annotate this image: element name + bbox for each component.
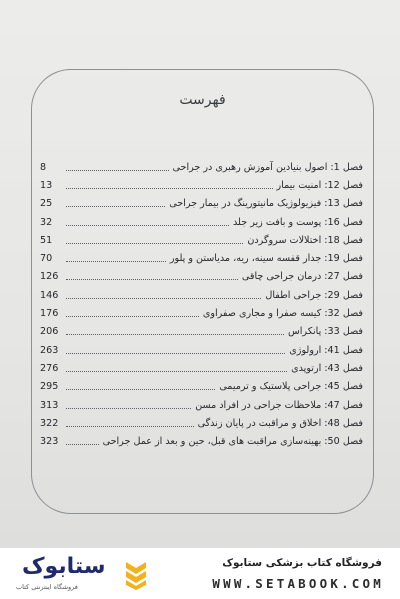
dotted-leader [66,444,99,445]
toc-entry-title: فصل 1: اصول بنیادین آموزش رهبری در جراحی [172,161,363,173]
toc-entry [40,414,365,432]
toc-entry-page: 51 [40,234,53,246]
toc-entry-page: 176 [40,308,59,320]
toc-entry [40,249,365,267]
shop-url-link[interactable]: WWW.SETABOOK.COM [212,576,384,591]
toc-entry-title: فصل 27: درمان جراحی چاقی [241,271,363,283]
toc-entry-title: فصل 41: ارولوژی [289,344,363,356]
dotted-leader [66,170,169,171]
dotted-leader [66,408,191,409]
toc-entry-title: فصل 45: جراحی پلاستیک و ترمیمی [219,381,363,393]
toc-entry-title: فصل 29: جراحی اطفال [265,289,363,301]
dotted-leader [66,334,284,335]
dotted-leader [66,279,238,280]
toc-entry-title: فصل 12: امنیت بیمار [276,179,363,191]
toc-entry-page: 276 [40,362,59,374]
dotted-leader [66,353,285,354]
toc-list [40,158,365,451]
toc-entry-page: 70 [40,253,53,265]
toc-entry-page: 126 [40,271,59,283]
toc-entry-page: 25 [40,198,53,210]
toc-entry-page: 8 [40,161,47,173]
toc-entry [40,396,365,414]
logo-wordmark: ستابوک [22,554,106,579]
dotted-leader [66,316,199,317]
toc-entry-page: 323 [40,436,59,448]
toc-entry-page: 32 [40,216,53,228]
toc-entry-title: فصل 32: کیسه صفرا و مجاری صفراوی [202,308,363,320]
toc-entry-title: فصل 13: فیزیولوژیک مانیتورینگ در بیمار جراحی [169,198,363,210]
toc-entry-title: فصل 48: اخلاق و مراقبت در پایان زندگی [197,417,363,429]
dotted-leader [66,243,243,244]
toc-entry-title: فصل 47: ملاحظات جراحی در افراد مسن [195,399,363,411]
toc-entry-title: فصل 18: اختلالات سروگردن [247,234,363,246]
dotted-leader [66,298,261,299]
toc-entry [40,378,365,396]
toc-entry [40,195,365,213]
toc-entry [40,304,365,322]
logo-tagline: فروشگاه اینترنتی کتاب [16,583,78,591]
shop-name: فروشگاه کتاب بزشکی ستابوک [222,557,382,569]
toc-entry [40,341,365,359]
toc-entry [40,359,365,377]
toc-entry-page: 146 [40,289,59,301]
toc-entry [40,213,365,231]
footer-banner [0,548,400,599]
dotted-leader [66,261,166,262]
toc-entry-page: 313 [40,399,59,411]
dotted-leader [66,225,229,226]
dotted-leader [66,206,165,207]
toc-entry-page: 295 [40,381,59,393]
toc-entry-title: فصل 50: بهینه‌سازی مراقبت های قبل، حین و بعد از عمل جراحی [102,436,363,448]
dotted-leader [66,389,215,390]
setabook-logo[interactable] [4,552,154,596]
book-chevron-icon [122,558,150,590]
toc-frame [31,69,374,514]
toc-entry [40,268,365,286]
toc-entry-title: فصل 33: پانکراس [288,326,363,338]
toc-title: فهرست [179,92,226,108]
toc-entry-title: فصل 19: جدار قفسه سینه، ریه، مدیاستن و پلور [169,253,363,265]
toc-entry-page: 263 [40,344,59,356]
toc-entry-page: 322 [40,417,59,429]
dotted-leader [66,188,273,189]
toc-entry-page: 13 [40,179,53,191]
toc-entry-page: 206 [40,326,59,338]
toc-entry-title: فصل 43: ارتوپدی [291,362,363,374]
toc-entry [40,158,365,176]
toc-entry [40,231,365,249]
dotted-leader [66,426,194,427]
toc-entry-title: فصل 16: پوست و بافت زیر جلد [233,216,363,228]
toc-entry [40,432,365,450]
toc-entry [40,286,365,304]
toc-entry [40,176,365,194]
toc-entry [40,323,365,341]
dotted-leader [66,371,287,372]
